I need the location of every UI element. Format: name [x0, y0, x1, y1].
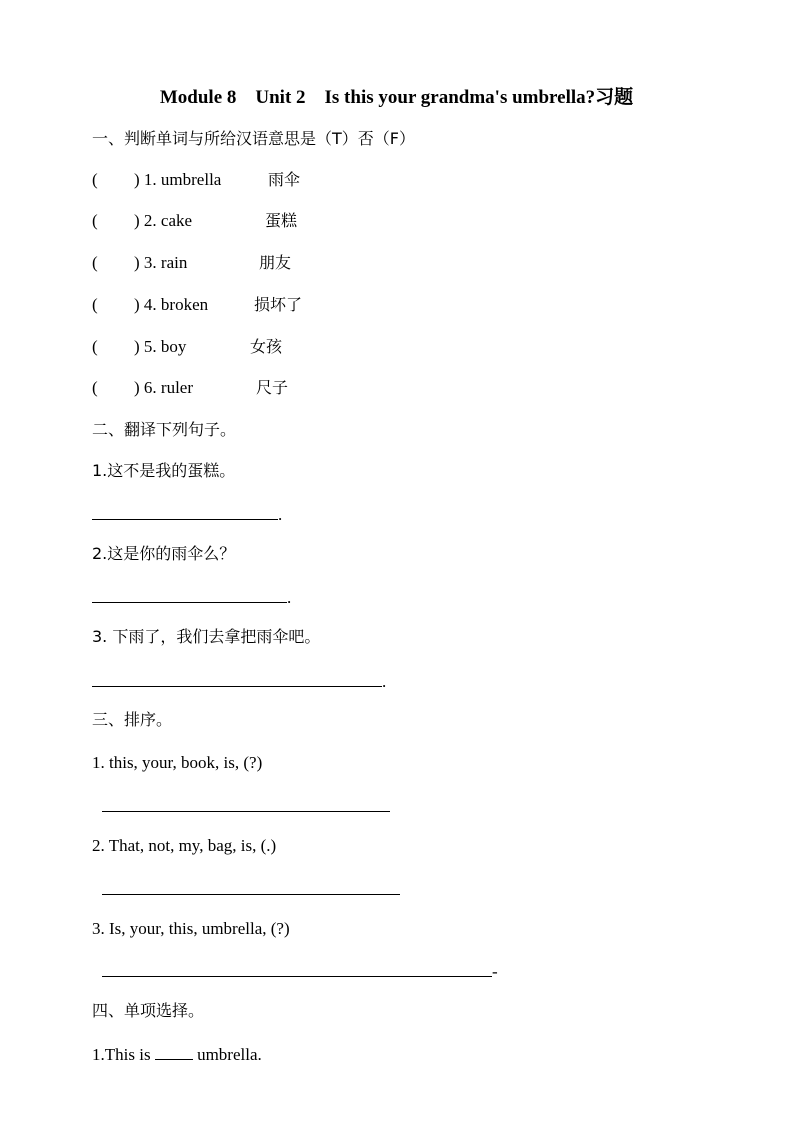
page-title: Module 8 Unit 2 Is this your grandma's umbrella?习题 — [159, 87, 634, 108]
sentence-end-mark: . — [278, 505, 283, 524]
answer-underline[interactable] — [102, 878, 400, 895]
tf-word-5: ) 5. boy — [134, 337, 187, 356]
order-prompt-3: 3. Is, your, this, umbrella, (?) — [92, 919, 290, 938]
translate-answer-line-1[interactable] — [92, 503, 282, 526]
choice-question-1: 1.This is umbrella. — [92, 1045, 262, 1064]
answer-underline[interactable] — [102, 960, 492, 977]
fill-blank[interactable] — [155, 1043, 193, 1060]
translate-prompt-1: 1.这不是我的蛋糕。 — [92, 461, 236, 480]
tf-row-6 — [92, 377, 289, 399]
translate-answer-line-2[interactable] — [92, 586, 291, 609]
answer-blank-6[interactable]: ( — [92, 378, 98, 397]
tf-word-6: ) 6. ruler — [134, 378, 194, 397]
tf-row-1 — [92, 169, 301, 191]
order-answer-line-1[interactable] — [102, 795, 390, 818]
section-4-heading: 四、单项选择。 — [92, 1001, 205, 1020]
section-3-heading: 三、排序。 — [92, 710, 173, 729]
tf-meaning-1: 雨伞 — [268, 170, 301, 189]
sentence-end-mark: . — [287, 588, 292, 607]
tf-meaning-4: 损坏了 — [254, 295, 303, 314]
order-prompt-2: 2. That, not, my, bag, is, (.) — [92, 836, 277, 855]
translate-answer-line-3[interactable] — [92, 670, 386, 693]
tf-row-3 — [92, 252, 292, 274]
section-2-heading: 二、翻译下列句子。 — [92, 420, 237, 439]
translate-prompt-2: 2.这是你的雨伞么？ — [92, 544, 236, 563]
tf-word-2: ) 2. cake — [134, 211, 193, 230]
tf-meaning-3: 朋友 — [259, 253, 292, 272]
answer-blank-5[interactable]: ( — [92, 337, 98, 356]
tf-meaning-6: 尺子 — [256, 378, 289, 397]
answer-blank-2[interactable]: ( — [92, 211, 98, 230]
answer-underline[interactable] — [92, 670, 382, 687]
tf-meaning-5: 女孩 — [250, 337, 283, 356]
answer-blank-4[interactable]: ( — [92, 295, 98, 314]
tf-row-4 — [92, 294, 303, 316]
translate-prompt-3: 3. 下雨了，我们去拿把雨伞吧。 — [92, 627, 321, 646]
sentence-end-mark: . — [382, 672, 387, 691]
answer-underline[interactable] — [102, 795, 390, 812]
tf-row-2 — [92, 210, 298, 232]
order-prompt-1: 1. this, your, book, is, (?) — [92, 753, 263, 772]
tf-word-4: ) 4. broken — [134, 295, 209, 314]
answer-underline[interactable] — [92, 503, 278, 520]
answer-blank-3[interactable]: ( — [92, 253, 98, 272]
tf-meaning-2: 蛋糕 — [265, 211, 298, 230]
section-1-heading: 一、判断单词与所给汉语意思是（T）否（F） — [92, 129, 415, 148]
answer-underline[interactable] — [92, 586, 287, 603]
tf-word-1: ) 1. umbrella — [134, 170, 222, 189]
trailing-mark: - — [492, 962, 498, 981]
tf-word-3: ) 3. rain — [134, 253, 188, 272]
tf-row-5 — [92, 336, 283, 358]
order-answer-line-2[interactable] — [102, 878, 400, 901]
order-answer-line-3[interactable] — [102, 960, 498, 983]
answer-blank-1[interactable]: ( — [92, 170, 98, 189]
